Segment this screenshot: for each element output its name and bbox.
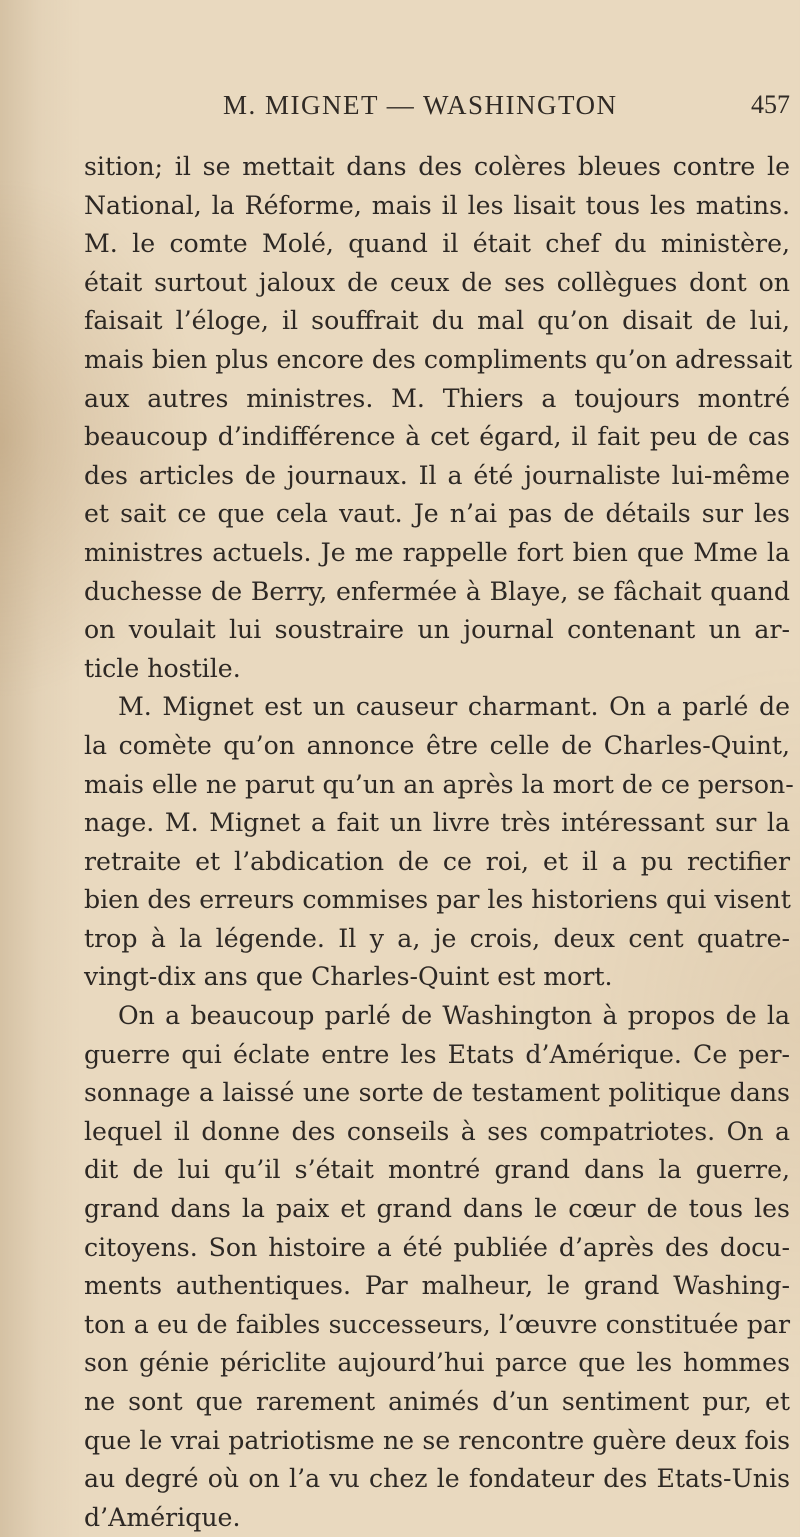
text-line: mais bien plus encore des compliments qu’on adressait [84,344,793,374]
page-number: 457 [751,90,790,119]
text-line: que le vrai patriotisme ne se rencontre guère deux fois [84,1425,790,1455]
text-line: M. le comte Molé, quand il était chef du ministère, [84,229,790,259]
text-line: retraite et l’abdication de ce roi, et il a pu rectifier [84,846,790,876]
text-line: beaucoup d’indifférence à cet égard, il fait peu de cas [84,422,790,452]
text-line: citoyens. Son histoire a été publiée d’après des docu- [84,1232,790,1262]
text-line: nage. M. Mignet a fait un livre très intéressant sur la [84,808,790,838]
paragraph-3 [84,997,790,1537]
text-line: ministres actuels. Je me rappelle fort bien que Mme la [84,537,790,567]
text-line: on voulait lui soustraire un journal contenant un ar- [84,615,790,645]
text-line: On a beaucoup parlé de Washington à propos de la [118,1001,790,1031]
text-line: d’Amérique. [84,1502,241,1532]
text-line: M. Mignet est un causeur charmant. On a parlé de [118,692,790,722]
text-line: lequel il donne des conseils à ses compatriotes. On a [84,1116,790,1146]
text-line: trop à la légende. Il y a, je crois, deux cent quatre- [84,923,790,953]
text-line: sition; il se mettait dans des colères bleues contre le [84,152,790,181]
text-line: sonnage a laissé une sorte de testament politique dans [84,1078,790,1108]
text-line: son génie périclite aujourd’hui parce que les hommes [84,1348,790,1378]
text-line: aux autres ministres. M. Thiers a toujours montré [84,383,790,413]
page-header [100,90,790,134]
text-line: grand dans la paix et grand dans le cœur de tous les [84,1194,790,1224]
body-text [84,148,794,1537]
text-line: mais elle ne parut qu’un an après la mort de ce person- [84,769,794,799]
paragraph-2 [84,688,794,997]
text-line: duchesse de Berry, enfermée à Blaye, se fâchait quand [84,576,790,606]
text-line: ton a eu de faibles successeurs, l’œuvre constituée par [84,1309,790,1339]
text-line: au degré où on l’a vu chez le fondateur des Etats-Unis [84,1464,790,1494]
text-line: ne sont que rarement animés d’un sentiment pur, et [84,1387,790,1416]
running-head: M. MIGNET — WASHINGTON [223,90,618,120]
text-line: National, la Réforme, mais il les lisait tous les matins. [84,190,790,220]
text-line: était surtout jaloux de ceux de ses collègues dont on [84,267,790,297]
text-line: et sait ce que cela vaut. Je n’ai pas de détails sur les [84,499,790,529]
text-line: ments authentiques. Par malheur, le grand Washing- [84,1271,790,1301]
text-line: la comète qu’on annonce être celle de Charles-Quint, [84,730,790,760]
text-line: bien des erreurs commises par les historiens qui visent [84,885,791,915]
text-line: vingt-dix ans que Charles-Quint est mort. [84,962,613,992]
text-line: dit de lui qu’il s’était montré grand dans la guerre, [84,1155,790,1185]
text-line: ticle hostile. [84,653,241,683]
text-line: des articles de journaux. Il a été journaliste lui-même [84,460,790,490]
text-line: faisait l’éloge, il souffrait du mal qu’on disait de lui, [84,306,790,336]
paragraph-1 [84,148,793,688]
text-line: guerre qui éclate entre les Etats d’Amérique. Ce per- [84,1039,790,1069]
